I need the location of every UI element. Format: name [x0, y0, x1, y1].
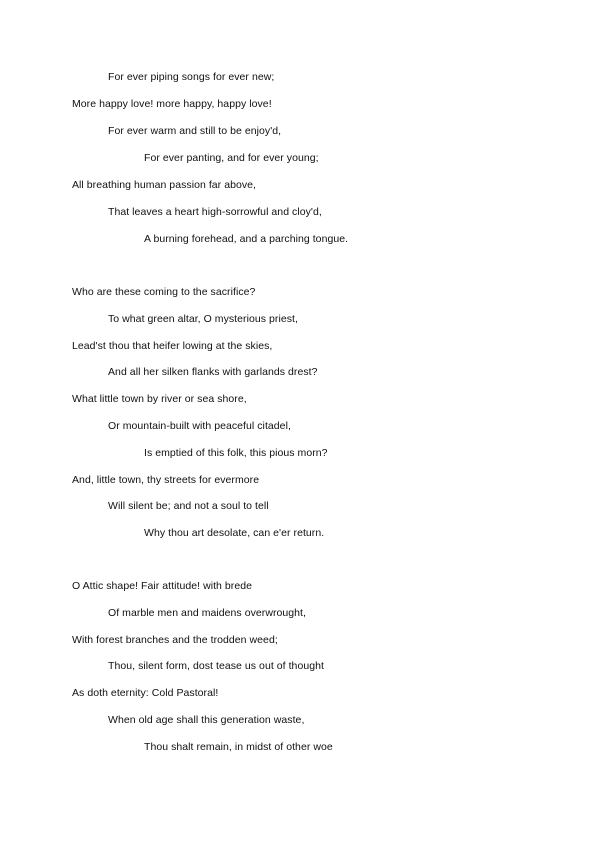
poem-line: Thou, silent form, dost tease us out of thought: [108, 660, 324, 672]
poem-line: For ever piping songs for ever new;: [108, 71, 275, 83]
poem-line: With forest branches and the trodden weed;: [72, 634, 278, 646]
poem-line: More happy love! more happy, happy love!: [72, 98, 272, 110]
poem-line: Of marble men and maidens overwrought,: [108, 607, 306, 619]
poem-line: Lead'st thou that heifer lowing at the skies,: [72, 340, 273, 352]
poem-line: All breathing human passion far above,: [72, 179, 257, 191]
poem-line: Thou shalt remain, in midst of other woe: [144, 741, 333, 753]
poem-line: For ever panting, and for ever young;: [144, 152, 319, 164]
poem-line: When old age shall this generation waste,: [108, 714, 305, 726]
poem-line: Will silent be; and not a soul to tell: [108, 500, 269, 512]
poem-line: For ever warm and still to be enjoy'd,: [108, 125, 282, 137]
poem-line: As doth eternity: Cold Pastoral!: [72, 687, 219, 699]
poem-line: And all her silken flanks with garlands drest?: [108, 366, 318, 378]
poem-line: And, little town, thy streets for evermore: [72, 474, 260, 486]
poem-line: Why thou art desolate, can e'er return.: [144, 527, 325, 539]
poem-line: Is emptied of this folk, this pious morn?: [144, 447, 328, 459]
poem-line: What little town by river or sea shore,: [72, 393, 247, 405]
poem-line: O Attic shape! Fair attitude! with brede: [72, 580, 253, 592]
poem-line: Who are these coming to the sacrifice?: [72, 286, 256, 298]
poem-line: To what green altar, O mysterious priest,: [108, 313, 298, 325]
poem-line: That leaves a heart high-sorrowful and cloy'd,: [108, 206, 322, 218]
poem-line: Or mountain-built with peaceful citadel,: [108, 420, 291, 432]
poem-line: A burning forehead, and a parching tongue.: [144, 233, 349, 245]
